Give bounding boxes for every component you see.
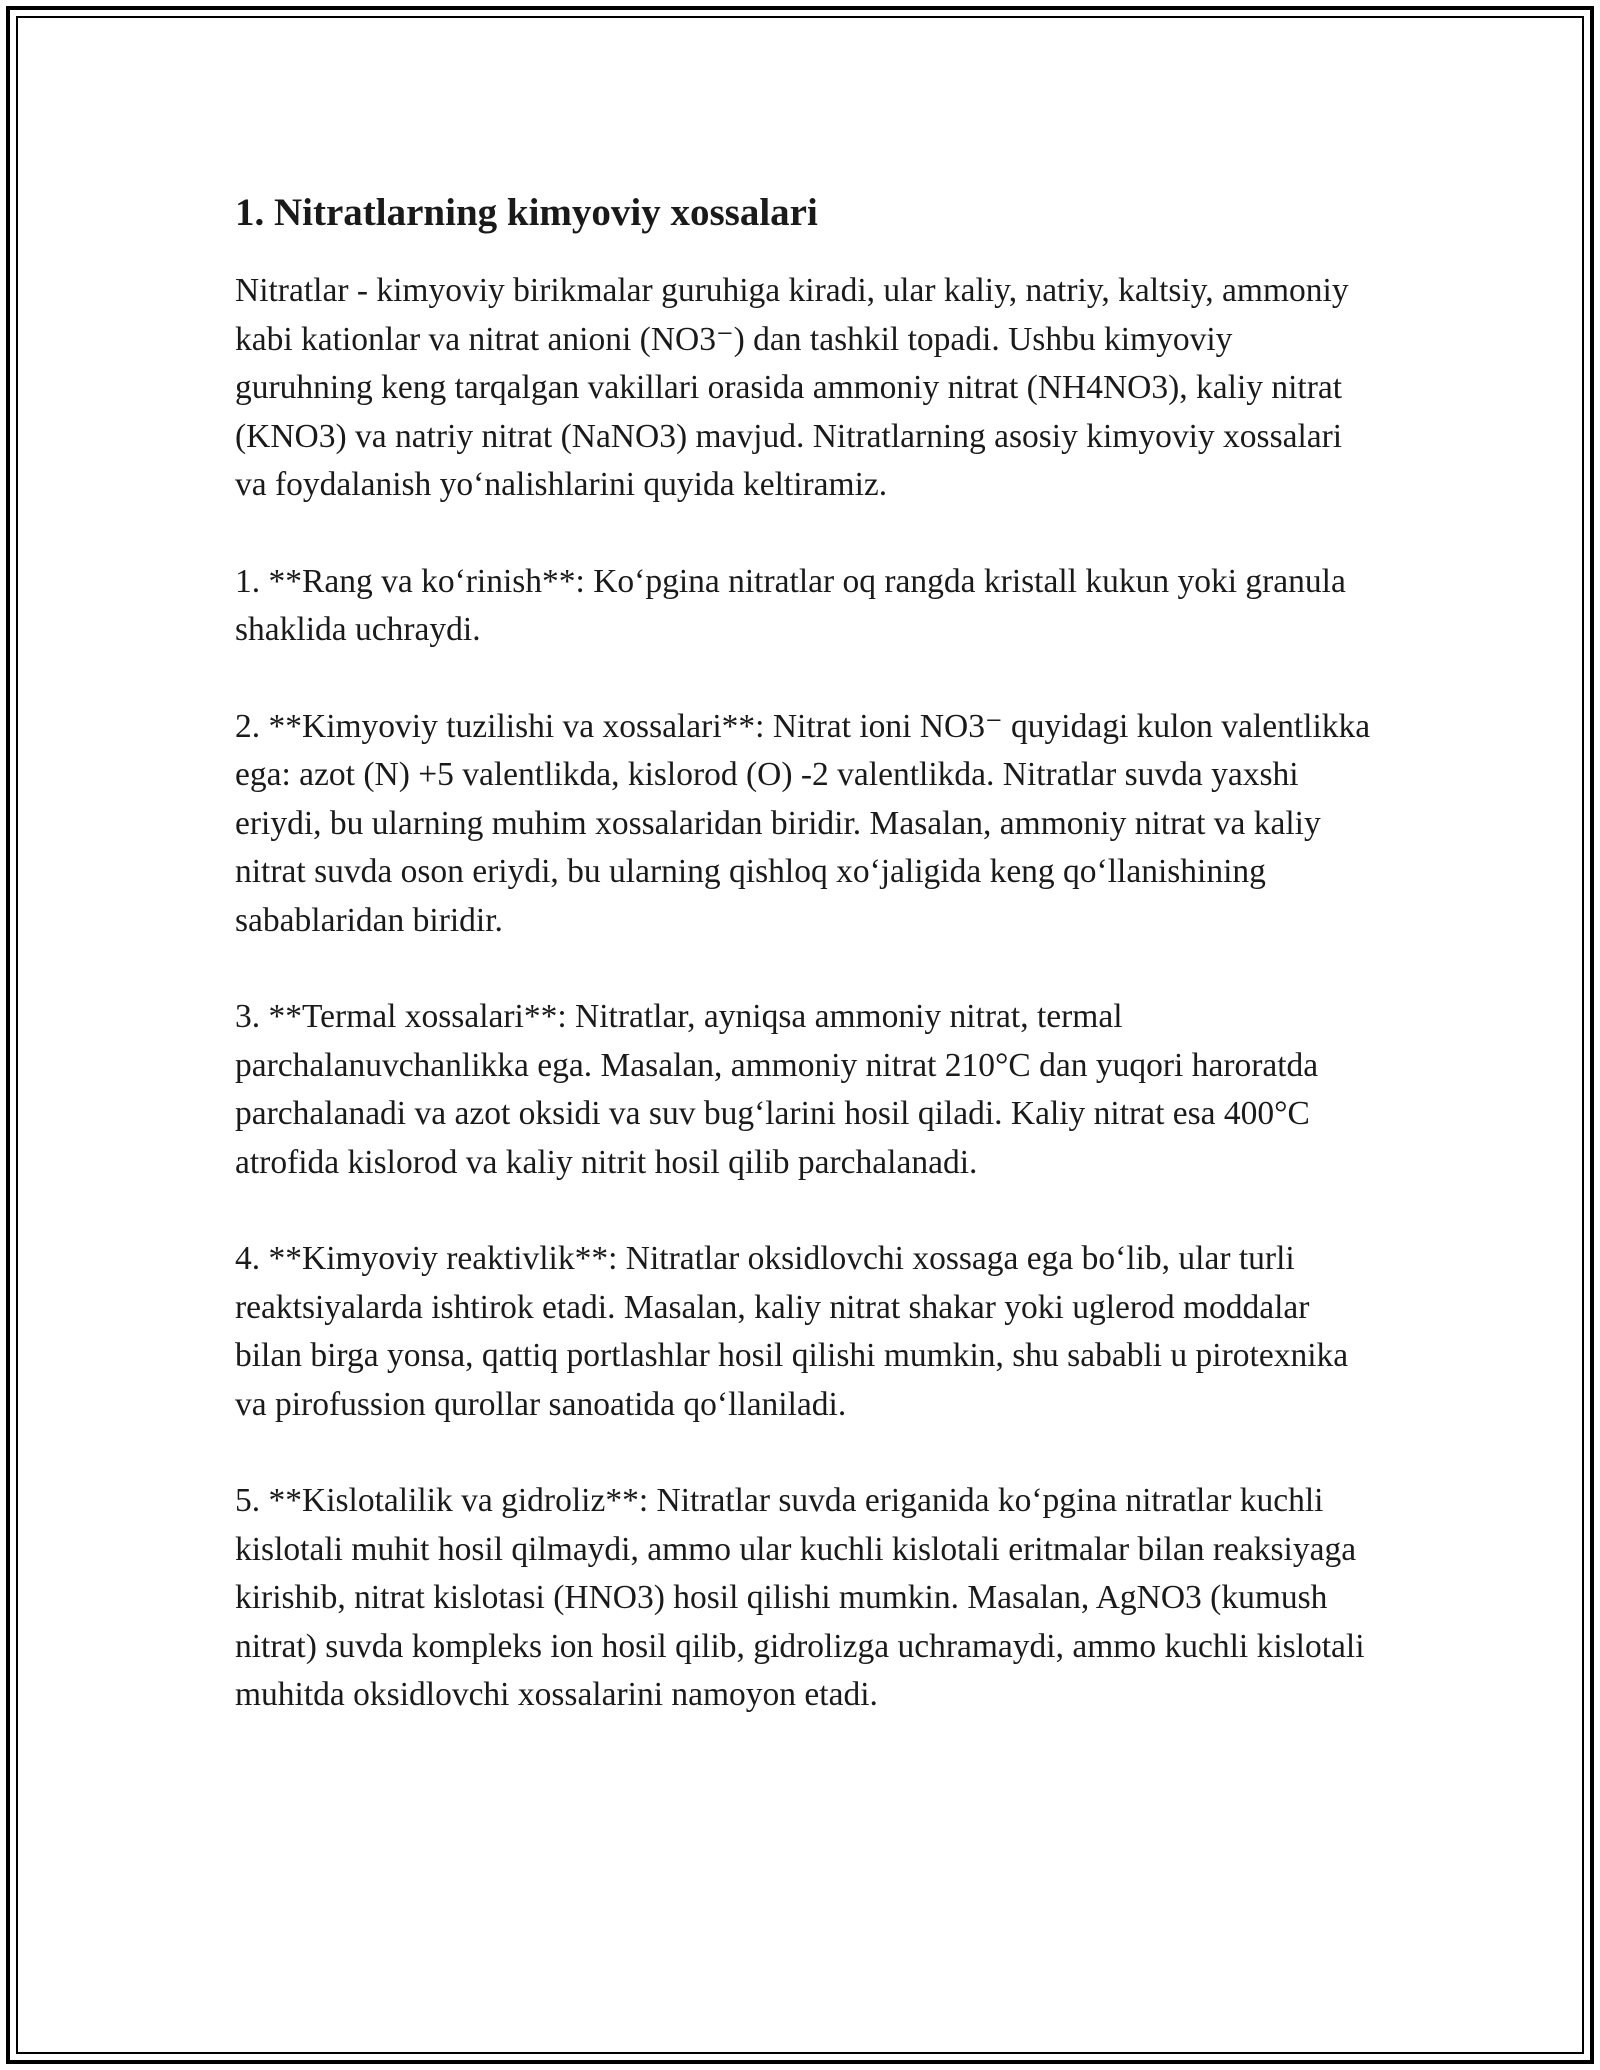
document-body <box>235 185 1375 1768</box>
document-title: 1. Nitratlarning kimyoviy xossalari <box>235 191 818 234</box>
paragraph-chemical-structure: 2. **Kimyoviy tuzilishi va xossalari**: Nitrat ioni NO3⁻ quyidagi kulon valentlikka ega: azot (N) +5 valentlikda, kislorod (O) -2 valentlikda. Nitratlar suvda yaxshi eriydi, bu ularning muhim xossalaridan biridir. Masalan, ammoniy nitrat va kaliy nitrat suvda oson eriydi, bu ularning qishloq xo‘jaligida keng qo‘llanishining sabablaridan biridir. <box>235 707 1371 939</box>
paragraph-chemical-reactivity: 4. **Kimyoviy reaktivlik**: Nitratlar oksidlovchi xossaga ega bo‘lib, ular turli reaktsiyalarda ishtirok etadi. Masalan, kaliy nitrat shakar yoki uglerod moddalar bilan birga yonsa, qattiq portlashlar hosil qilishi mumkin, shu sababli u pirotexnika va pirofussion qurollar sanoatida qo‘llaniladi. <box>235 1240 1349 1423</box>
intro-paragraph: Nitratlar - kimyoviy birikmalar guruhiga kiradi, ular kaliy, natriy, kaltsiy, ammoniy kabi kationlar va nitrat anioni (NO3⁻) dan tashkil topadi. Ushbu kimyoviy guruhning keng tarqalgan vakillari orasida ammoniy nitrat (NH4NO3), kaliy nitrat (KNO3) va natriy nitrat (NaNO3) mavjud. Nitratlarning asosiy kimyoviy xossalari va foydalanish yo‘nalishlarini quyida keltiramiz. <box>235 272 1349 503</box>
paragraph-thermal-properties: 3. **Termal xossalari**: Nitratlar, ayniqsa ammoniy nitrat, termal parchalanuvchanlikka ega. Masalan, ammoniy nitrat 210°C dan yuqori haroratda parchalanadi va azot oksidi va suv bug‘larini hosil qiladi. Kaliy nitrat esa 400°C atrofida kislorod va kaliy nitrit hosil qilib parchalanadi. <box>235 998 1319 1181</box>
paragraph-acidity-hydrolysis: 5. **Kislotalilik va gidroliz**: Nitratlar suvda eriganida ko‘pgina nitratlar kuchli kislotali muhit hosil qilmaydi, ammo ular kuchli kislotali eritmalar bilan reaksiyaga kirishib, nitrat kislotasi (HNO3) hosil qilishi mumkin. Masalan, AgNO3 (kumush nitrat) suvda kompleks ion hosil qilib, gidrolizga uchramaydi, ammo kuchli kislotali muhitda oksidlovchi xossalarini namoyon etadi. <box>235 1482 1365 1713</box>
paragraph-color-appearance: 1. **Rang va ko‘rinish**: Ko‘pgina nitratlar oq rangda kristall kukun yoki granula shaklida uchraydi. <box>235 562 1346 648</box>
